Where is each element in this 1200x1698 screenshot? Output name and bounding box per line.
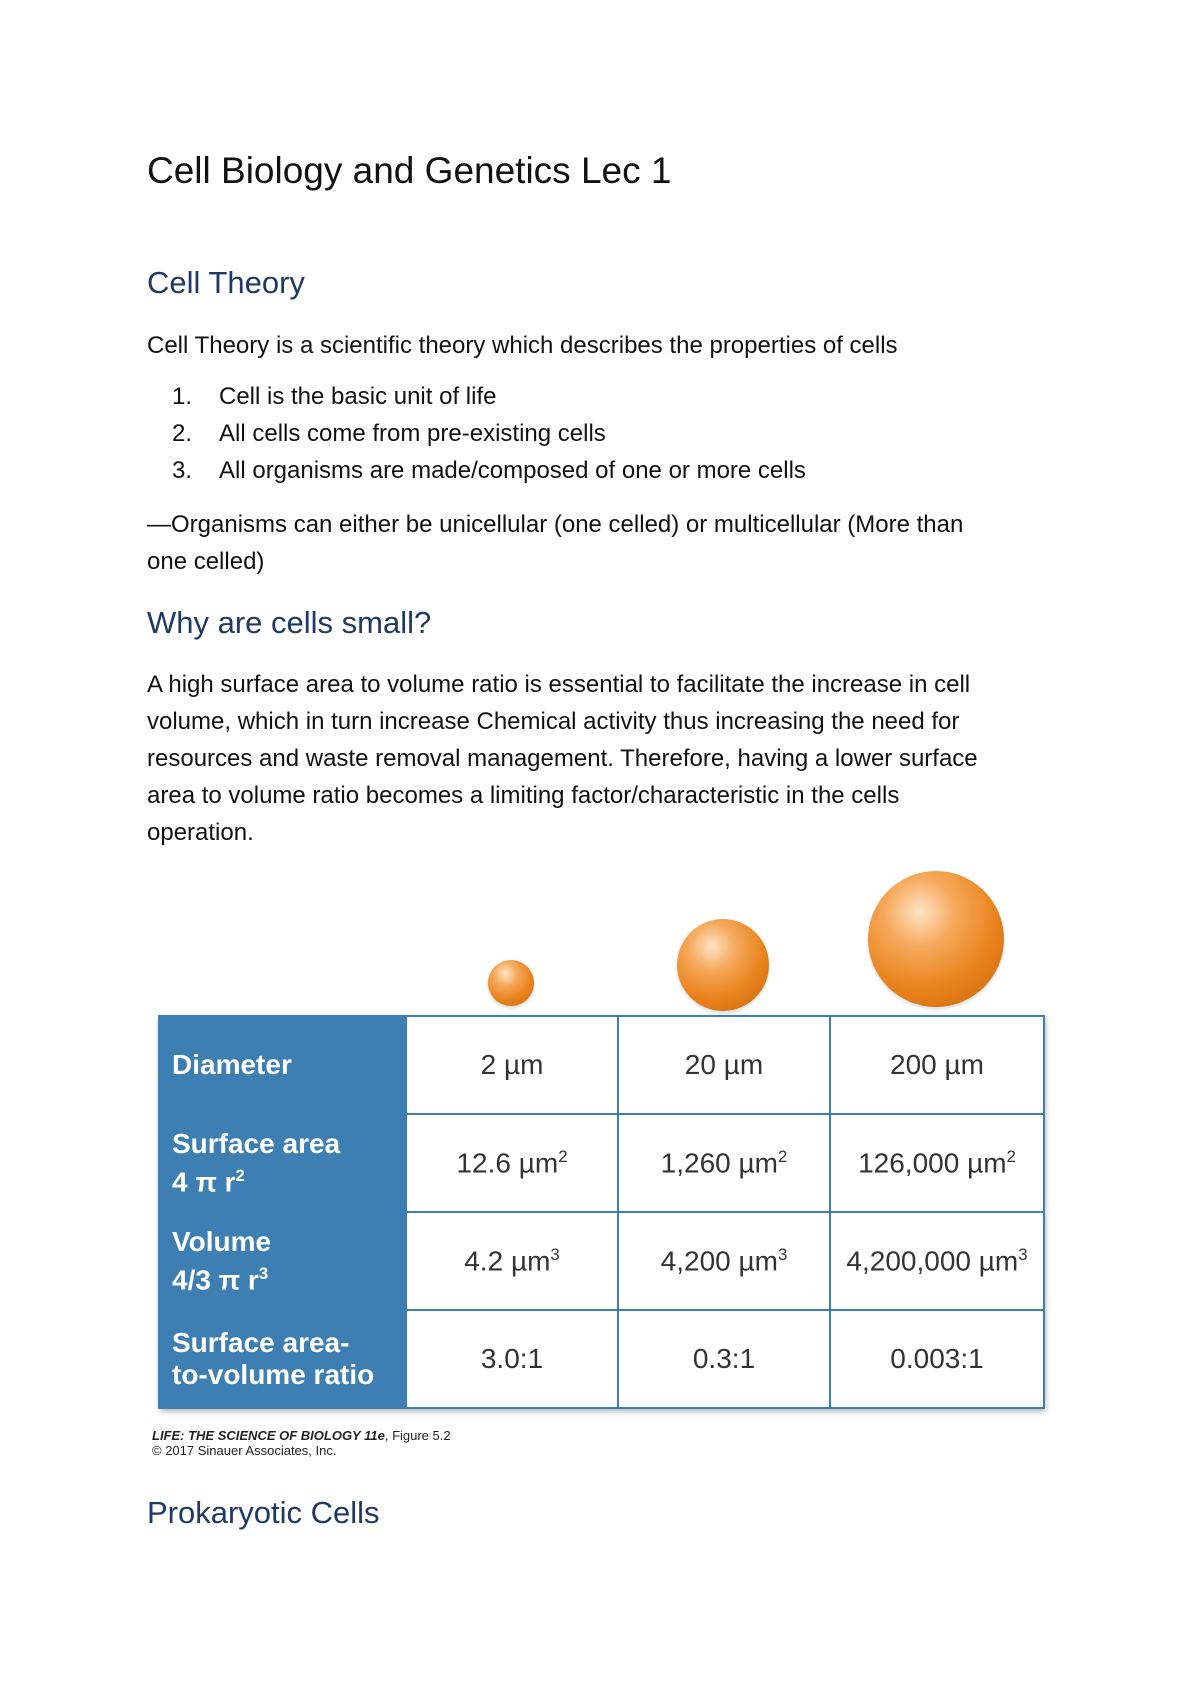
heading-cell-theory: Cell Theory [147,265,305,300]
surface-volume-table [158,1015,1045,1409]
organism-note-line-1: —Organisms can either be unicellular (one celled) or multicellular (More than [147,511,964,538]
table-cell: 12.6 µm$^2$ [406,1114,618,1212]
table-cell: 4.2 µm$^3$ [406,1212,618,1310]
table-cell: 200 µm [830,1016,1044,1114]
list-item: 2. All cells come from pre-existing cells [172,420,606,447]
cell-theory-list [172,378,806,489]
document-title: Cell Biology and Genetics Lec 1 [147,150,672,191]
table-cell: 1,260 µm$^2$ [618,1114,830,1212]
table-row [159,1016,1044,1114]
large-sphere-image [868,871,1004,1007]
figure-caption: LIFE: THE SCIENCE OF BIOLOGY 11e, Figure 5.2 © 2017 Sinauer Associates, Inc. [152,1428,451,1458]
table-cell: 126,000 µm$^2$ [830,1114,1044,1212]
small-sphere-image [488,960,534,1006]
row-header-surface-area: Surface area 4 π $r^2$ [159,1114,406,1212]
cell-theory-intro: Cell Theory is a scientific theory which describes the properties of cells [147,332,898,359]
heading-prokaryotic-cells: Prokaryotic Cells [147,1495,380,1530]
list-item: 1. Cell is the basic unit of life [172,383,497,410]
table-cell: 3.0:1 [406,1310,618,1408]
table-row [159,1114,1044,1212]
row-header-ratio: Surface area- to-volume ratio [159,1310,406,1408]
surface-volume-table-figure [158,1015,1043,1408]
table-cell: 2 µm [406,1016,618,1114]
row-header-volume: Volume 4/3 π $r^3$ [159,1212,406,1310]
table-cell: 4,200 µm$^3$ [618,1212,830,1310]
heading-why-small: Why are cells small? [147,605,432,640]
medium-sphere-image [677,919,769,1011]
row-header-diameter: Diameter [159,1016,406,1114]
table-cell: 0.3:1 [618,1310,830,1408]
list-item: 3. All organisms are made/composed of one or more cells [172,457,806,484]
why-small-paragraph: A high surface area to volume ratio is essential to facilitate the increase in cell volume, which in turn increase Chemical activity thus increasing the need for resources and waste removal management. Therefore, having a lower surface area to volume ratio becomes a limiting factor/characteristic in the cells operation. [147,671,978,846]
table-cell: 0.003:1 [830,1310,1044,1408]
table-row [159,1310,1044,1408]
table-row [159,1212,1044,1310]
organism-note-line-2: one celled) [147,548,265,575]
table-cell: 20 µm [618,1016,830,1114]
table-cell: 4,200,000 µm$^3$ [830,1212,1044,1310]
